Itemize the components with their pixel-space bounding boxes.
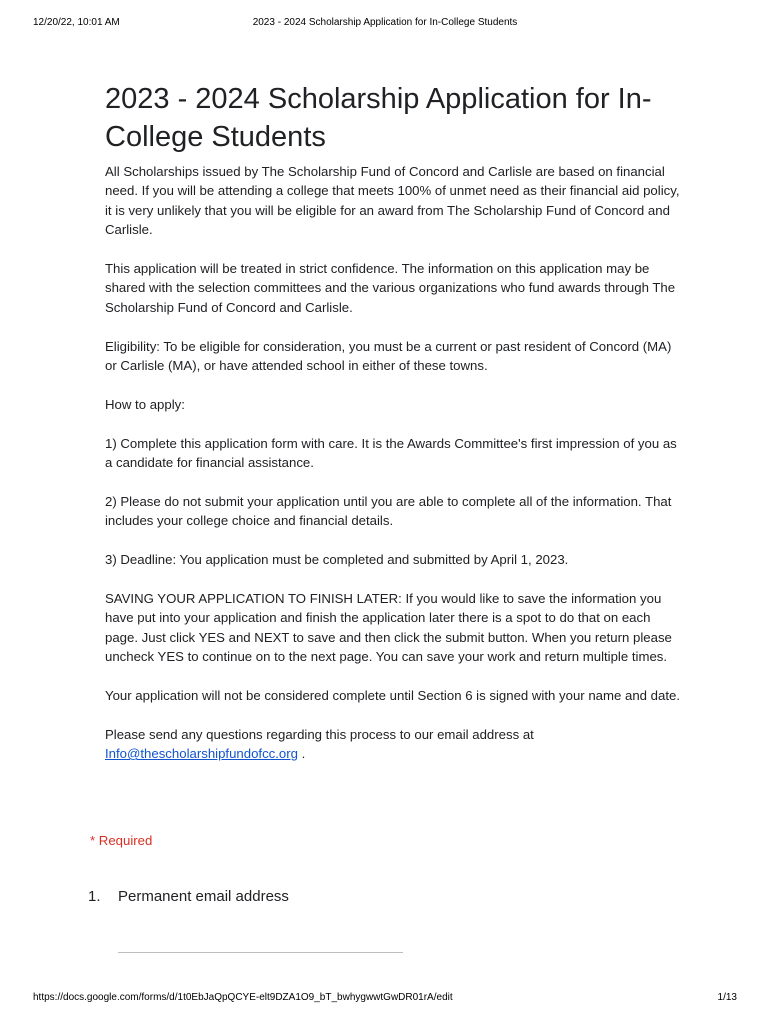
- question-email: [88, 888, 289, 905]
- email-answer-field[interactable]: [118, 952, 403, 953]
- contact-email-link[interactable]: Info@thescholarshipfundofcc.org: [105, 746, 298, 762]
- description-paragraph-eligibility: Eligibility: To be eligible for consideration, you must be a current or past resident of Concord (MA) or Carlisle (MA), or have attended school in either of these towns.: [105, 338, 672, 374]
- description-paragraph-need: All Scholarships issued by The Scholarship Fund of Concord and Carlisle are based on financial need. If you will be attending a college that meets 100% of unmet need as their financial aid policy, it is very unlikely that you will be eligible for an award from The Scholarship Fund of Concord and Carlisle.: [105, 164, 680, 238]
- print-footer-url: https://docs.google.com/forms/d/1t0EbJaQpQCYE-elt9DZA1O9_bT_bwhygwwtGwDR01rA/edit: [33, 992, 453, 1003]
- contact-text: Please send any questions regarding this process to our email address at: [105, 726, 534, 742]
- description-paragraph-confidentiality: This application will be treated in strict confidence. The information on this application may be shared with the selection committees and the various organizations who fund awards through The Scholarship Fund of Concord and Carlisle.: [105, 261, 676, 315]
- print-header: [0, 17, 770, 33]
- form-description: [105, 162, 680, 783]
- description-step-3: 3) Deadline: You application must be completed and submitted by April 1, 2023.: [105, 552, 569, 568]
- description-paragraph-saving: SAVING YOUR APPLICATION TO FINISH LATER: If you would like to save the information you have put into your application and finish the application later there is a spot to do that on each page. Just click YES and NEXT to save and then click the submit button. When you return please uncheck YES to continue on to the next page. You can save your work and return multiple times.: [105, 590, 672, 665]
- description-step-2: 2) Please do not submit your application until you are able to complete all of the information. That includes your college choice and financial details.: [105, 493, 672, 529]
- description-paragraph-how-to-apply: How to apply:: [105, 396, 185, 412]
- required-note: * Required: [90, 833, 153, 848]
- description-paragraph-completion: Your application will not be considered complete until Section 6 is signed with your name and date.: [105, 687, 680, 703]
- print-header-title: 2023 - 2024 Scholarship Application for In-College Students: [252, 17, 518, 28]
- form-title: 2023 - 2024 Scholarship Application for In-College Students: [105, 83, 652, 153]
- page-number: 1/13: [717, 992, 737, 1003]
- description-paragraph-contact: [105, 725, 680, 764]
- description-step-1: 1) Complete this application form with care. It is the Awards Committee's first impression of you as a candidate for financial assistance.: [105, 435, 677, 471]
- contact-suffix: .: [298, 746, 306, 762]
- question-label: Permanent email address: [118, 888, 289, 905]
- question-number: 1.: [88, 888, 101, 905]
- print-datetime: 12/20/22, 10:01 AM: [33, 17, 120, 28]
